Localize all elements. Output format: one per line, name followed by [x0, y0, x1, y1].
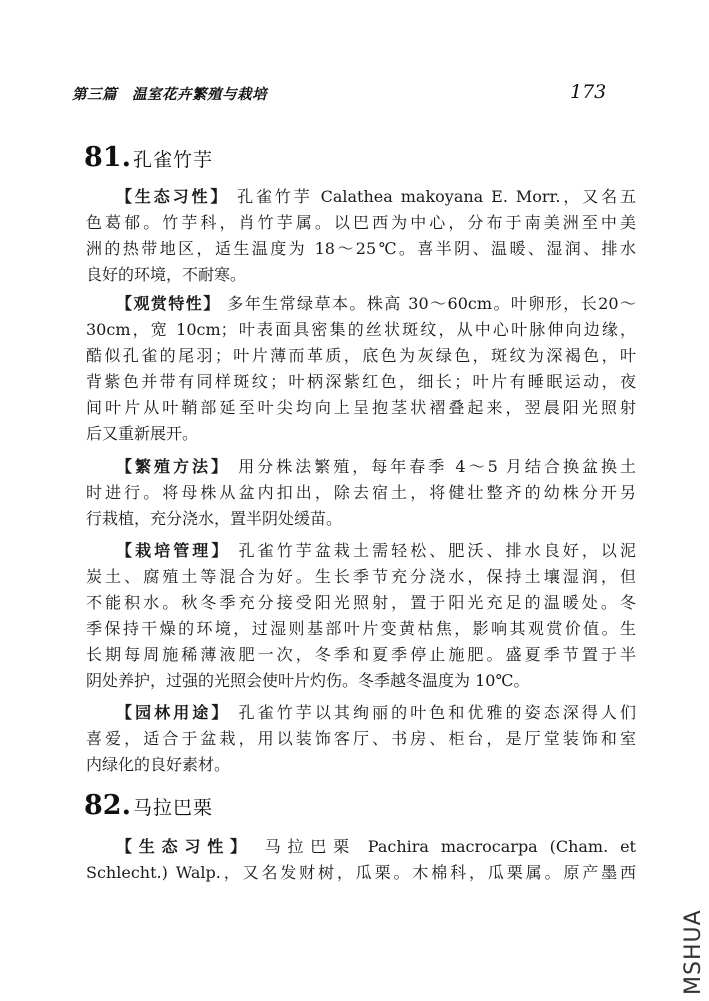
paragraph-label: 【园林用途】 [116, 703, 231, 722]
section-number: 82. [84, 790, 131, 821]
section-title: 孔雀竹芋 [132, 149, 213, 171]
paragraph-line: 【生态习性】 孔雀竹芋 Calathea makoyana E. Morr.，又名五 [116, 187, 636, 206]
paragraph-label: 【繁殖方法】 [116, 457, 231, 476]
paragraph-line: 阴处养护，过强的光照会使叶片灼伤。冬季越冬温度为 10℃。 [86, 671, 530, 690]
paragraph-line: 酷似孔雀的尾羽；叶片薄而革质，底色为灰绿色，斑纹为深褐色，叶 [86, 346, 636, 365]
paragraph-line: 长期每周施稀薄液肥一次，冬季和夏季停止施肥。盛夏季节置于半 [86, 645, 636, 664]
paragraph-line: 喜爱，适合于盆栽，用以装饰客厅、书房、柜台，是厅堂装饰和室 [86, 729, 636, 748]
paragraph-line: 色葛郁。竹芋科，肖竹芋属。以巴西为中心，分布于南美洲至中美 [86, 213, 636, 232]
paragraph-line: 不能积水。秋冬季充分接受阳光照射，置于阳光充足的温暖处。冬 [86, 593, 636, 612]
paragraph-line: 【生态习性】 马拉巴栗 Pachira macrocarpa (Cham. et [116, 837, 636, 856]
paragraph-line: Schlecht.) Walp.，又名发财树，瓜栗。木棉科，瓜栗属。原产墨西 [86, 863, 636, 882]
paragraph-line: 【观赏特性】 多年生常绿草本。株高 30～60cm。叶卵形，长20～ [116, 294, 636, 313]
running-head: 第三篇 温室花卉繁殖与栽培 [72, 87, 267, 103]
section-heading [84, 142, 213, 173]
paragraph-line: 炭土、腐殖土等混合为好。生长季节充分浇水，保持土壤湿润，但 [86, 567, 636, 586]
page-number: 173 [570, 81, 607, 103]
section-number: 81. [84, 142, 131, 173]
paragraph-line: 季保持干燥的环境，过湿则基部叶片变黄枯焦，影响其观赏价值。生 [86, 619, 636, 638]
paragraph-label: 【生态习性】 [116, 837, 253, 856]
paragraph-line: 30cm，宽 10cm；叶表面具密集的丝状斑纹，从中心叶脉伸向边缘， [86, 320, 636, 339]
watermark-text: MSHUA [681, 909, 706, 995]
paragraph-line: 间叶片从叶鞘部延至叶尖均向上呈抱茎状褶叠起来，翌晨阳光照射 [86, 398, 636, 417]
paragraph-line: 【园林用途】 孔雀竹芋以其绚丽的叶色和优雅的姿态深得人们 [116, 703, 636, 722]
paragraph-line: 【栽培管理】 孔雀竹芋盆栽土需轻松、肥沃、排水良好，以泥 [116, 541, 636, 560]
paragraph-line: 内绿化的良好素材。 [86, 755, 231, 774]
section-heading [84, 790, 213, 821]
paragraph-line: 后又重新展开。 [86, 424, 199, 443]
paragraph-line: 洲的热带地区，适生温度为 18～25℃。喜半阴、温暖、湿润、排水 [86, 239, 636, 258]
section-title: 马拉巴栗 [132, 797, 213, 819]
paragraph-line: 良好的环境，不耐寒。 [86, 265, 247, 284]
paragraph-line: 时进行。将母株从盆内扣出，除去宿土，将健壮整齐的幼株分开另 [86, 483, 636, 502]
watermark [678, 883, 706, 995]
paragraph-label: 【观赏特性】 [116, 294, 221, 313]
paragraph-line: 背紫色并带有同样斑纹；叶柄深紫红色，细长；叶片有睡眠运动，夜 [86, 372, 636, 391]
paragraph-line: 行栽植，充分浇水，置半阴处缓苗。 [86, 509, 343, 528]
paragraph-line: 【繁殖方法】 用分株法繁殖，每年春季 4～5 月结合换盆换土 [116, 457, 636, 476]
paragraph-label: 【栽培管理】 [116, 541, 231, 560]
paragraph-label: 【生态习性】 [116, 187, 230, 206]
